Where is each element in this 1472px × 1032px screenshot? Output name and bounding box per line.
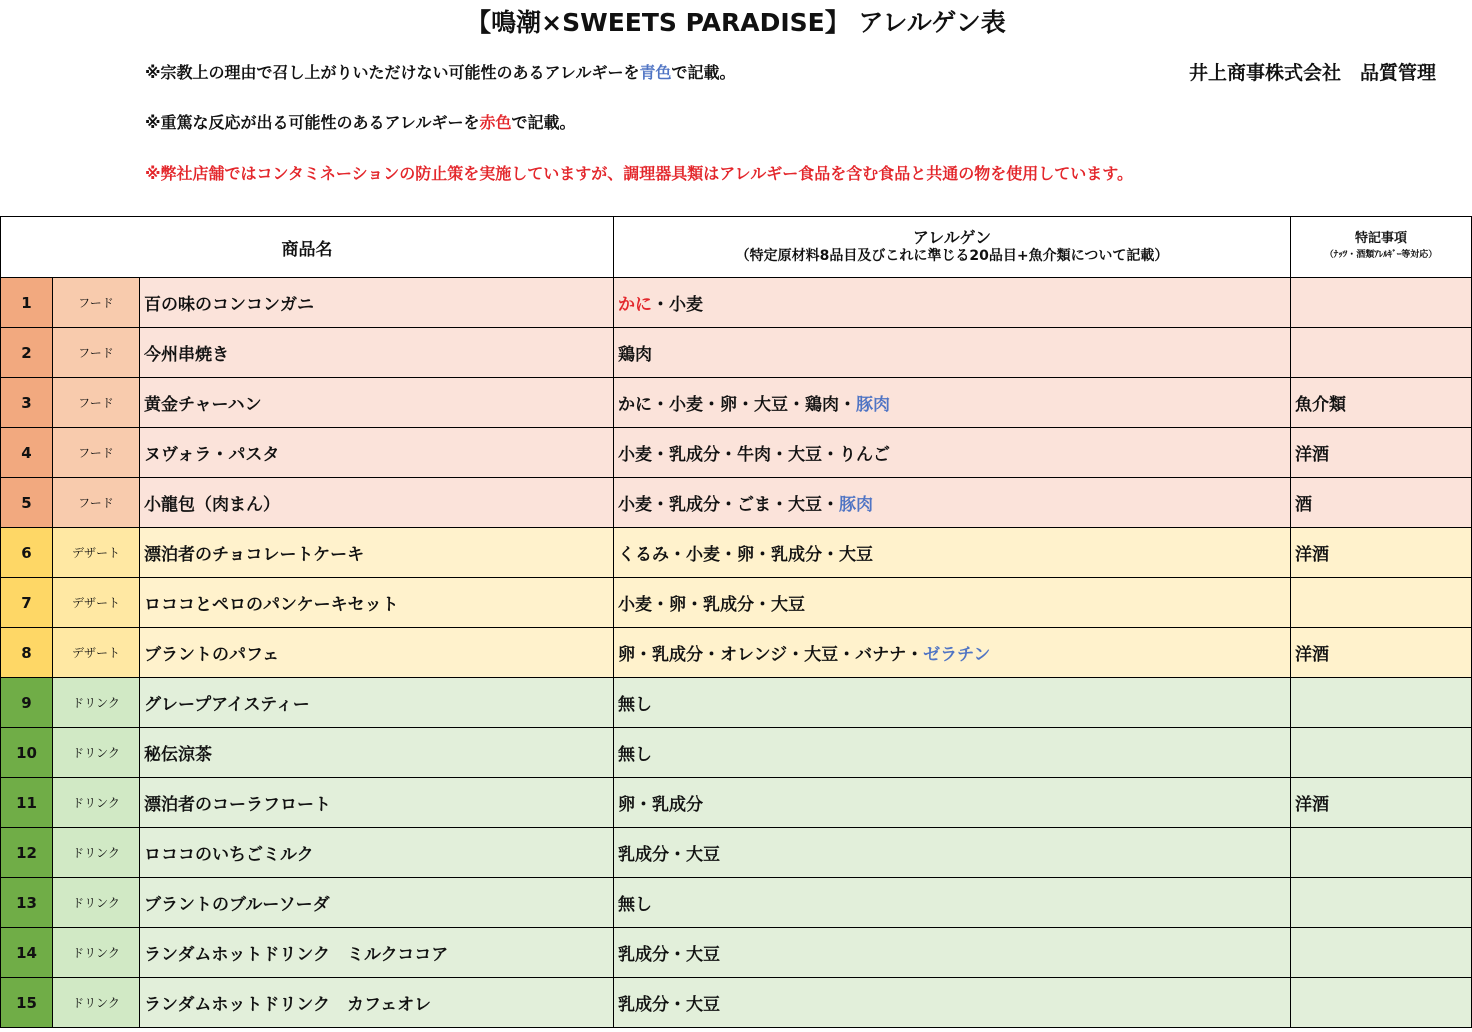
allergen-text: 乳成分・大豆 xyxy=(618,945,721,965)
row-number: 1 xyxy=(1,278,53,328)
row-number: 2 xyxy=(1,328,53,378)
allergen-text: 無し xyxy=(618,745,653,765)
row-number: 5 xyxy=(1,478,53,528)
row-allergens xyxy=(614,628,1291,678)
row-special-notes: 酒 xyxy=(1291,478,1472,528)
header-allergen-title: アレルゲン xyxy=(912,228,992,247)
row-category: フード xyxy=(53,428,140,478)
row-number: 13 xyxy=(1,878,53,928)
allergen-highlight: かに xyxy=(618,295,653,315)
row-category: フード xyxy=(53,278,140,328)
row-category: ドリンク xyxy=(53,778,140,828)
note-severe xyxy=(145,112,576,134)
row-special-notes xyxy=(1291,878,1472,928)
row-number: 4 xyxy=(1,428,53,478)
header-product: 商品名 xyxy=(1,217,614,278)
row-number: 14 xyxy=(1,928,53,978)
table-row xyxy=(1,828,1472,878)
row-category: ドリンク xyxy=(53,828,140,878)
row-category: フード xyxy=(53,328,140,378)
row-product-name: 漂泊者のチョコレートケーキ xyxy=(140,528,614,578)
allergen-table xyxy=(0,216,1472,1028)
row-number: 3 xyxy=(1,378,53,428)
row-category: デザート xyxy=(53,528,140,578)
table-row xyxy=(1,928,1472,978)
row-allergens xyxy=(614,828,1291,878)
row-product-name: 漂泊者のコーラフロート xyxy=(140,778,614,828)
row-allergens xyxy=(614,528,1291,578)
note-religious-highlight: 青色 xyxy=(639,63,672,82)
note-religious-suffix: で記載。 xyxy=(671,63,736,82)
table-row xyxy=(1,528,1472,578)
row-category: フード xyxy=(53,378,140,428)
row-number: 8 xyxy=(1,628,53,678)
note-severe-suffix: で記載。 xyxy=(511,113,576,132)
allergen-text: 無し xyxy=(618,895,653,915)
row-number: 15 xyxy=(1,978,53,1028)
table-row xyxy=(1,578,1472,628)
row-number: 9 xyxy=(1,678,53,728)
row-special-notes xyxy=(1291,278,1472,328)
allergen-text: 乳成分・大豆 xyxy=(618,995,721,1015)
row-product-name: ランダムホットドリンク カフェオレ xyxy=(140,978,614,1028)
table-row xyxy=(1,878,1472,928)
table-row xyxy=(1,428,1472,478)
row-allergens xyxy=(614,978,1291,1028)
allergen-text: 乳成分・大豆 xyxy=(618,845,721,865)
row-product-name: ロココとペロのパンケーキセット xyxy=(140,578,614,628)
row-category: ドリンク xyxy=(53,978,140,1028)
row-product-name: ブラントのパフェ xyxy=(140,628,614,678)
header-special-sub: （ﾅｯﾂ・酒類ｱﾚﾙｷﾞｰ等対応） xyxy=(1324,250,1438,260)
note-religious xyxy=(145,62,736,84)
allergen-text: 鶏肉 xyxy=(618,345,653,365)
row-number: 12 xyxy=(1,828,53,878)
row-allergens xyxy=(614,578,1291,628)
note-contamination: ※弊社店舗ではコンタミネーションの防止策を実施していますが、調理器具類はアレルギー食品を含む食品と共通の物を使用しています。 xyxy=(145,164,1133,183)
allergen-highlight: ゼラチン xyxy=(923,645,991,665)
table-header-row xyxy=(1,217,1472,278)
row-category: デザート xyxy=(53,628,140,678)
row-number: 7 xyxy=(1,578,53,628)
note-severe-highlight: 赤色 xyxy=(479,113,512,132)
row-product-name: グレープアイスティー xyxy=(140,678,614,728)
allergen-highlight: 豚肉 xyxy=(839,495,874,515)
row-special-notes xyxy=(1291,578,1472,628)
row-product-name: 秘伝涼茶 xyxy=(140,728,614,778)
table-row xyxy=(1,728,1472,778)
note-religious-text: ※宗教上の理由で召し上がりいただけない可能性のあるアレルギーを xyxy=(145,63,640,82)
table-row xyxy=(1,378,1472,428)
allergen-text: ・小麦 xyxy=(652,295,704,315)
row-number: 10 xyxy=(1,728,53,778)
row-special-notes: 洋酒 xyxy=(1291,628,1472,678)
row-allergens xyxy=(614,278,1291,328)
row-allergens xyxy=(614,428,1291,478)
row-product-name: ランダムホットドリンク ミルクココア xyxy=(140,928,614,978)
note-severe-text: ※重篤な反応が出る可能性のあるアレルギーを xyxy=(145,113,480,132)
row-allergens xyxy=(614,928,1291,978)
row-allergens xyxy=(614,378,1291,428)
allergen-text: くるみ・小麦・卵・乳成分・大豆 xyxy=(618,545,874,565)
row-special-notes xyxy=(1291,328,1472,378)
row-allergens xyxy=(614,678,1291,728)
row-category: ドリンク xyxy=(53,928,140,978)
row-allergens xyxy=(614,478,1291,528)
row-allergens xyxy=(614,728,1291,778)
table-body xyxy=(1,278,1472,1028)
header-allergen xyxy=(614,217,1291,278)
row-special-notes xyxy=(1291,978,1472,1028)
row-product-name: ロココのいちごミルク xyxy=(140,828,614,878)
row-special-notes xyxy=(1291,678,1472,728)
row-category: ドリンク xyxy=(53,878,140,928)
allergen-text: 卵・乳成分 xyxy=(618,795,704,815)
row-allergens xyxy=(614,328,1291,378)
row-number: 6 xyxy=(1,528,53,578)
table-row xyxy=(1,678,1472,728)
allergen-text: 小麦・卵・乳成分・大豆 xyxy=(618,595,806,615)
row-special-notes xyxy=(1291,828,1472,878)
header-special xyxy=(1291,217,1472,278)
row-special-notes: 魚介類 xyxy=(1291,378,1472,428)
allergen-text: 小麦・乳成分・ごま・大豆・ xyxy=(618,495,840,515)
row-special-notes: 洋酒 xyxy=(1291,428,1472,478)
row-product-name: 今州串焼き xyxy=(140,328,614,378)
row-product-name: 小龍包（肉まん） xyxy=(140,478,614,528)
row-allergens xyxy=(614,778,1291,828)
company-name: 井上商事株式会社 品質管理 xyxy=(1188,62,1436,84)
table-row xyxy=(1,278,1472,328)
row-category: ドリンク xyxy=(53,728,140,778)
allergen-text: 小麦・乳成分・牛肉・大豆・りんご xyxy=(618,445,891,465)
row-allergens xyxy=(614,878,1291,928)
row-special-notes xyxy=(1291,728,1472,778)
row-product-name: ブラントのブルーソーダ xyxy=(140,878,614,928)
allergen-text: 卵・乳成分・オレンジ・大豆・バナナ・ xyxy=(618,645,924,665)
table-row xyxy=(1,478,1472,528)
allergen-text: 無し xyxy=(618,695,653,715)
row-special-notes xyxy=(1291,928,1472,978)
row-product-name: 黄金チャーハン xyxy=(140,378,614,428)
header-special-title: 特記事項 xyxy=(1355,231,1408,246)
allergen-highlight: 豚肉 xyxy=(856,395,891,415)
allergen-text: かに・小麦・卵・大豆・鶏肉・ xyxy=(618,395,857,415)
table-row xyxy=(1,778,1472,828)
row-special-notes: 洋酒 xyxy=(1291,778,1472,828)
table-row xyxy=(1,978,1472,1028)
row-product-name: ヌヴォラ・パスタ xyxy=(140,428,614,478)
row-special-notes: 洋酒 xyxy=(1291,528,1472,578)
header-allergen-sub: （特定原材料8品目及びこれに準じる20品目+魚介類について記載） xyxy=(735,248,1169,264)
row-category: フード xyxy=(53,478,140,528)
page-title: 【鳴潮×SWEETS PARADISE】 アレルゲン表 xyxy=(466,8,1006,37)
row-number: 11 xyxy=(1,778,53,828)
table-row xyxy=(1,628,1472,678)
row-product-name: 百の味のコンコンガニ xyxy=(140,278,614,328)
table-row xyxy=(1,328,1472,378)
row-category: ドリンク xyxy=(53,678,140,728)
row-category: デザート xyxy=(53,578,140,628)
